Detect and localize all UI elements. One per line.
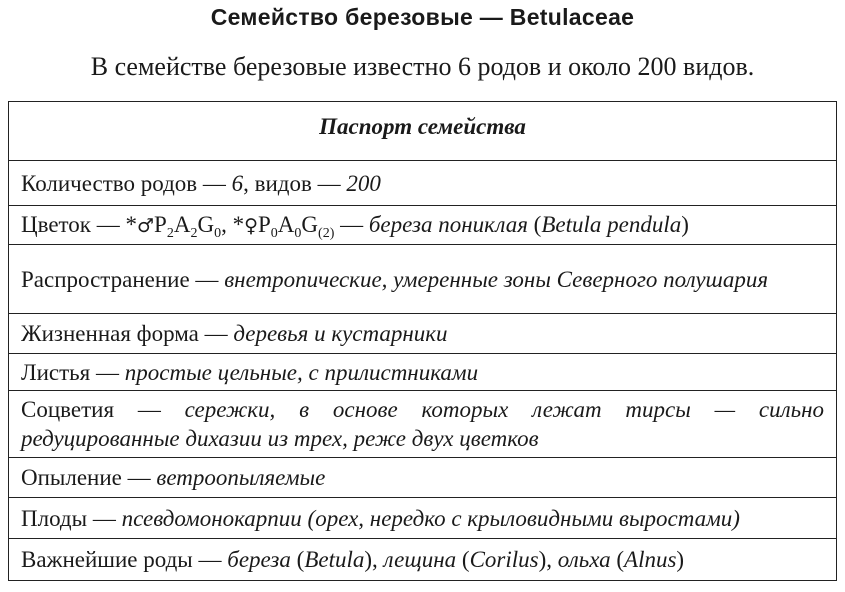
table-header <box>9 102 836 151</box>
row-value: сережки, в основе которых лежат тирсы — сильно редуцированные дихазии из трех, реже двух цветков <box>21 397 824 451</box>
actinomorphic-symbol: * <box>232 211 245 237</box>
female-formula: $P_0A_0G_{(2)}$ <box>257 211 335 241</box>
genus-2: лещина <box>383 547 457 572</box>
row-label: Жизненная форма — <box>21 321 234 346</box>
genus-1-latin: Betula <box>304 547 365 572</box>
example-species: береза пониклая <box>368 211 528 237</box>
row-label: Листья — <box>21 359 125 385</box>
page-title: Семейство березовые — Betulaceae <box>210 4 635 30</box>
row-label: Цветок — <box>21 211 126 237</box>
actinomorphic-symbol: * <box>125 211 137 237</box>
row-flower <box>9 205 836 244</box>
row-value: деревья и кустарники <box>233 321 448 346</box>
genus-3: ольха <box>557 547 611 572</box>
row-dash: — <box>334 211 369 237</box>
row-label: Соцветия — <box>21 397 185 422</box>
row-mid: , видов — <box>243 170 347 196</box>
row-value: внетропические, умеренные зоны Северного полушария <box>224 266 769 292</box>
row-value: простые цельные, с прилистниками <box>124 359 479 385</box>
family-passport-table <box>8 101 837 581</box>
row-value: псевдомонокарпии (орех, нередко с крыловидными выростами) <box>121 505 740 531</box>
example-latin: Betula pendula <box>541 211 682 237</box>
species-count: 200 <box>346 170 381 196</box>
intro-text: В семействе березовые известно 6 родов и около 200 видов. <box>90 52 755 81</box>
female-sign-icon: ♀ <box>244 214 258 237</box>
row-label: Количество родов — <box>21 170 232 196</box>
genus-3-latin: Alnus <box>624 547 677 572</box>
row-distribution <box>9 244 836 313</box>
table-header-label: Паспорт семейства <box>319 114 526 139</box>
genus-1: береза <box>227 547 291 572</box>
genera-count: 6 <box>231 170 244 196</box>
row-label: Плоды — <box>21 505 122 531</box>
row-inflorescence <box>9 390 836 457</box>
male-sign-icon: ♂ <box>136 214 155 237</box>
row-label: Опыление — <box>21 465 157 490</box>
row-fruits <box>9 497 836 538</box>
genus-2-latin: Corilus <box>469 547 539 572</box>
row-leaves <box>9 353 836 390</box>
row-pollination <box>9 457 836 497</box>
row-main-genera: Важнейшие роды — береза (Betula), лещина (Corilus), ольха (Alnus) <box>9 538 836 580</box>
table-spacer <box>9 151 836 160</box>
row-value: ветроопыляемые <box>156 465 326 490</box>
row-label: Важнейшие роды — <box>21 547 228 572</box>
row-label: Распространение — <box>21 266 225 292</box>
paren: ) <box>681 211 689 237</box>
formula-separator: , <box>221 211 233 237</box>
row-genera-count <box>9 160 836 205</box>
male-formula: $P_2A_2G_0$ <box>154 211 222 241</box>
paren: ( <box>527 211 542 237</box>
row-life-form <box>9 313 836 353</box>
